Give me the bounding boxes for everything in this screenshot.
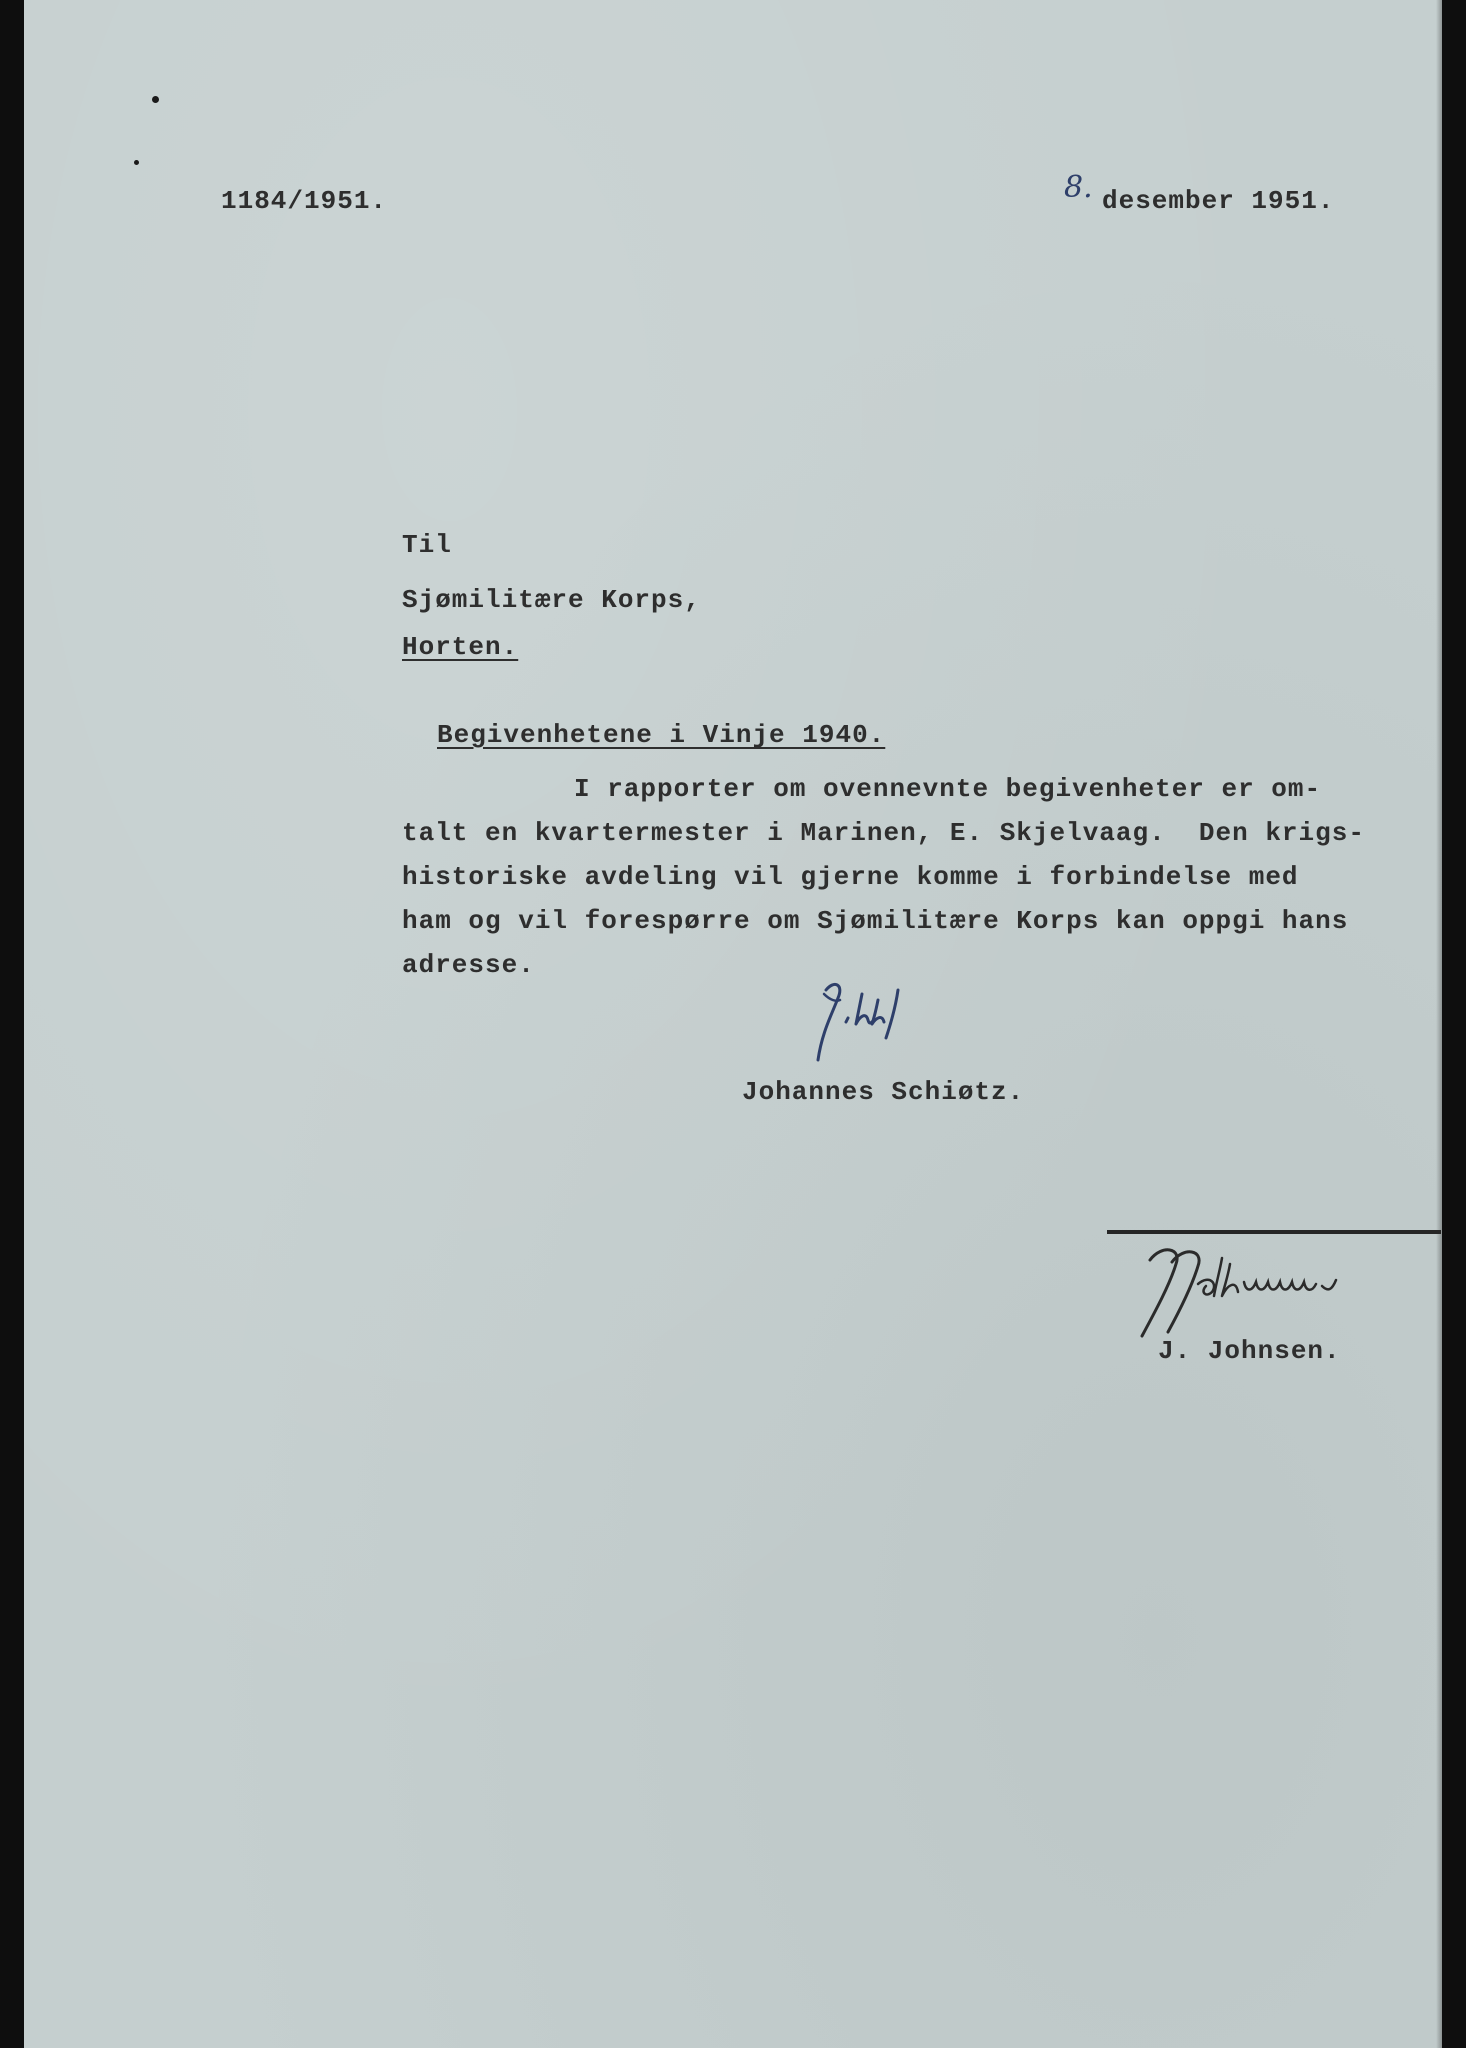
body-line-1: I rapporter om ovennevnte begivenheter er om- — [574, 774, 1322, 804]
body-line-4: ham og vil forespørre om Sjømilitære Korps kan oppgi hans — [402, 906, 1349, 936]
signature-line — [1107, 1230, 1441, 1234]
punch-mark-top — [152, 96, 159, 103]
punch-mark-bottom — [134, 160, 139, 165]
initials-signature — [804, 980, 914, 1070]
reference-number: 1184/1951. — [221, 186, 388, 216]
letter-page — [24, 0, 1442, 2048]
page-edge-shadow — [1436, 0, 1442, 2048]
date-day-handwritten: 8. — [1064, 170, 1093, 205]
recipient-label: Til — [402, 530, 452, 560]
signatory-name: Johannes Schiøtz. — [742, 1077, 1025, 1107]
cosignatory-name: J. Johnsen. — [1158, 1336, 1341, 1366]
body-line-5: adresse. — [402, 950, 535, 980]
date-text: desember 1951. — [1102, 186, 1335, 216]
body-line-2: talt en kvartermester i Marinen, E. Skjelvaag. Den krigs- — [402, 818, 1365, 848]
recipient-city: Horten. — [402, 632, 519, 662]
recipient-name: Sjømilitære Korps, — [402, 585, 701, 615]
subject-line: Begivenhetene i Vinje 1940. — [437, 720, 886, 750]
body-line-3: historiske avdeling vil gjerne komme i forbindelse med — [402, 862, 1299, 892]
cosignatory-signature — [1132, 1240, 1362, 1350]
